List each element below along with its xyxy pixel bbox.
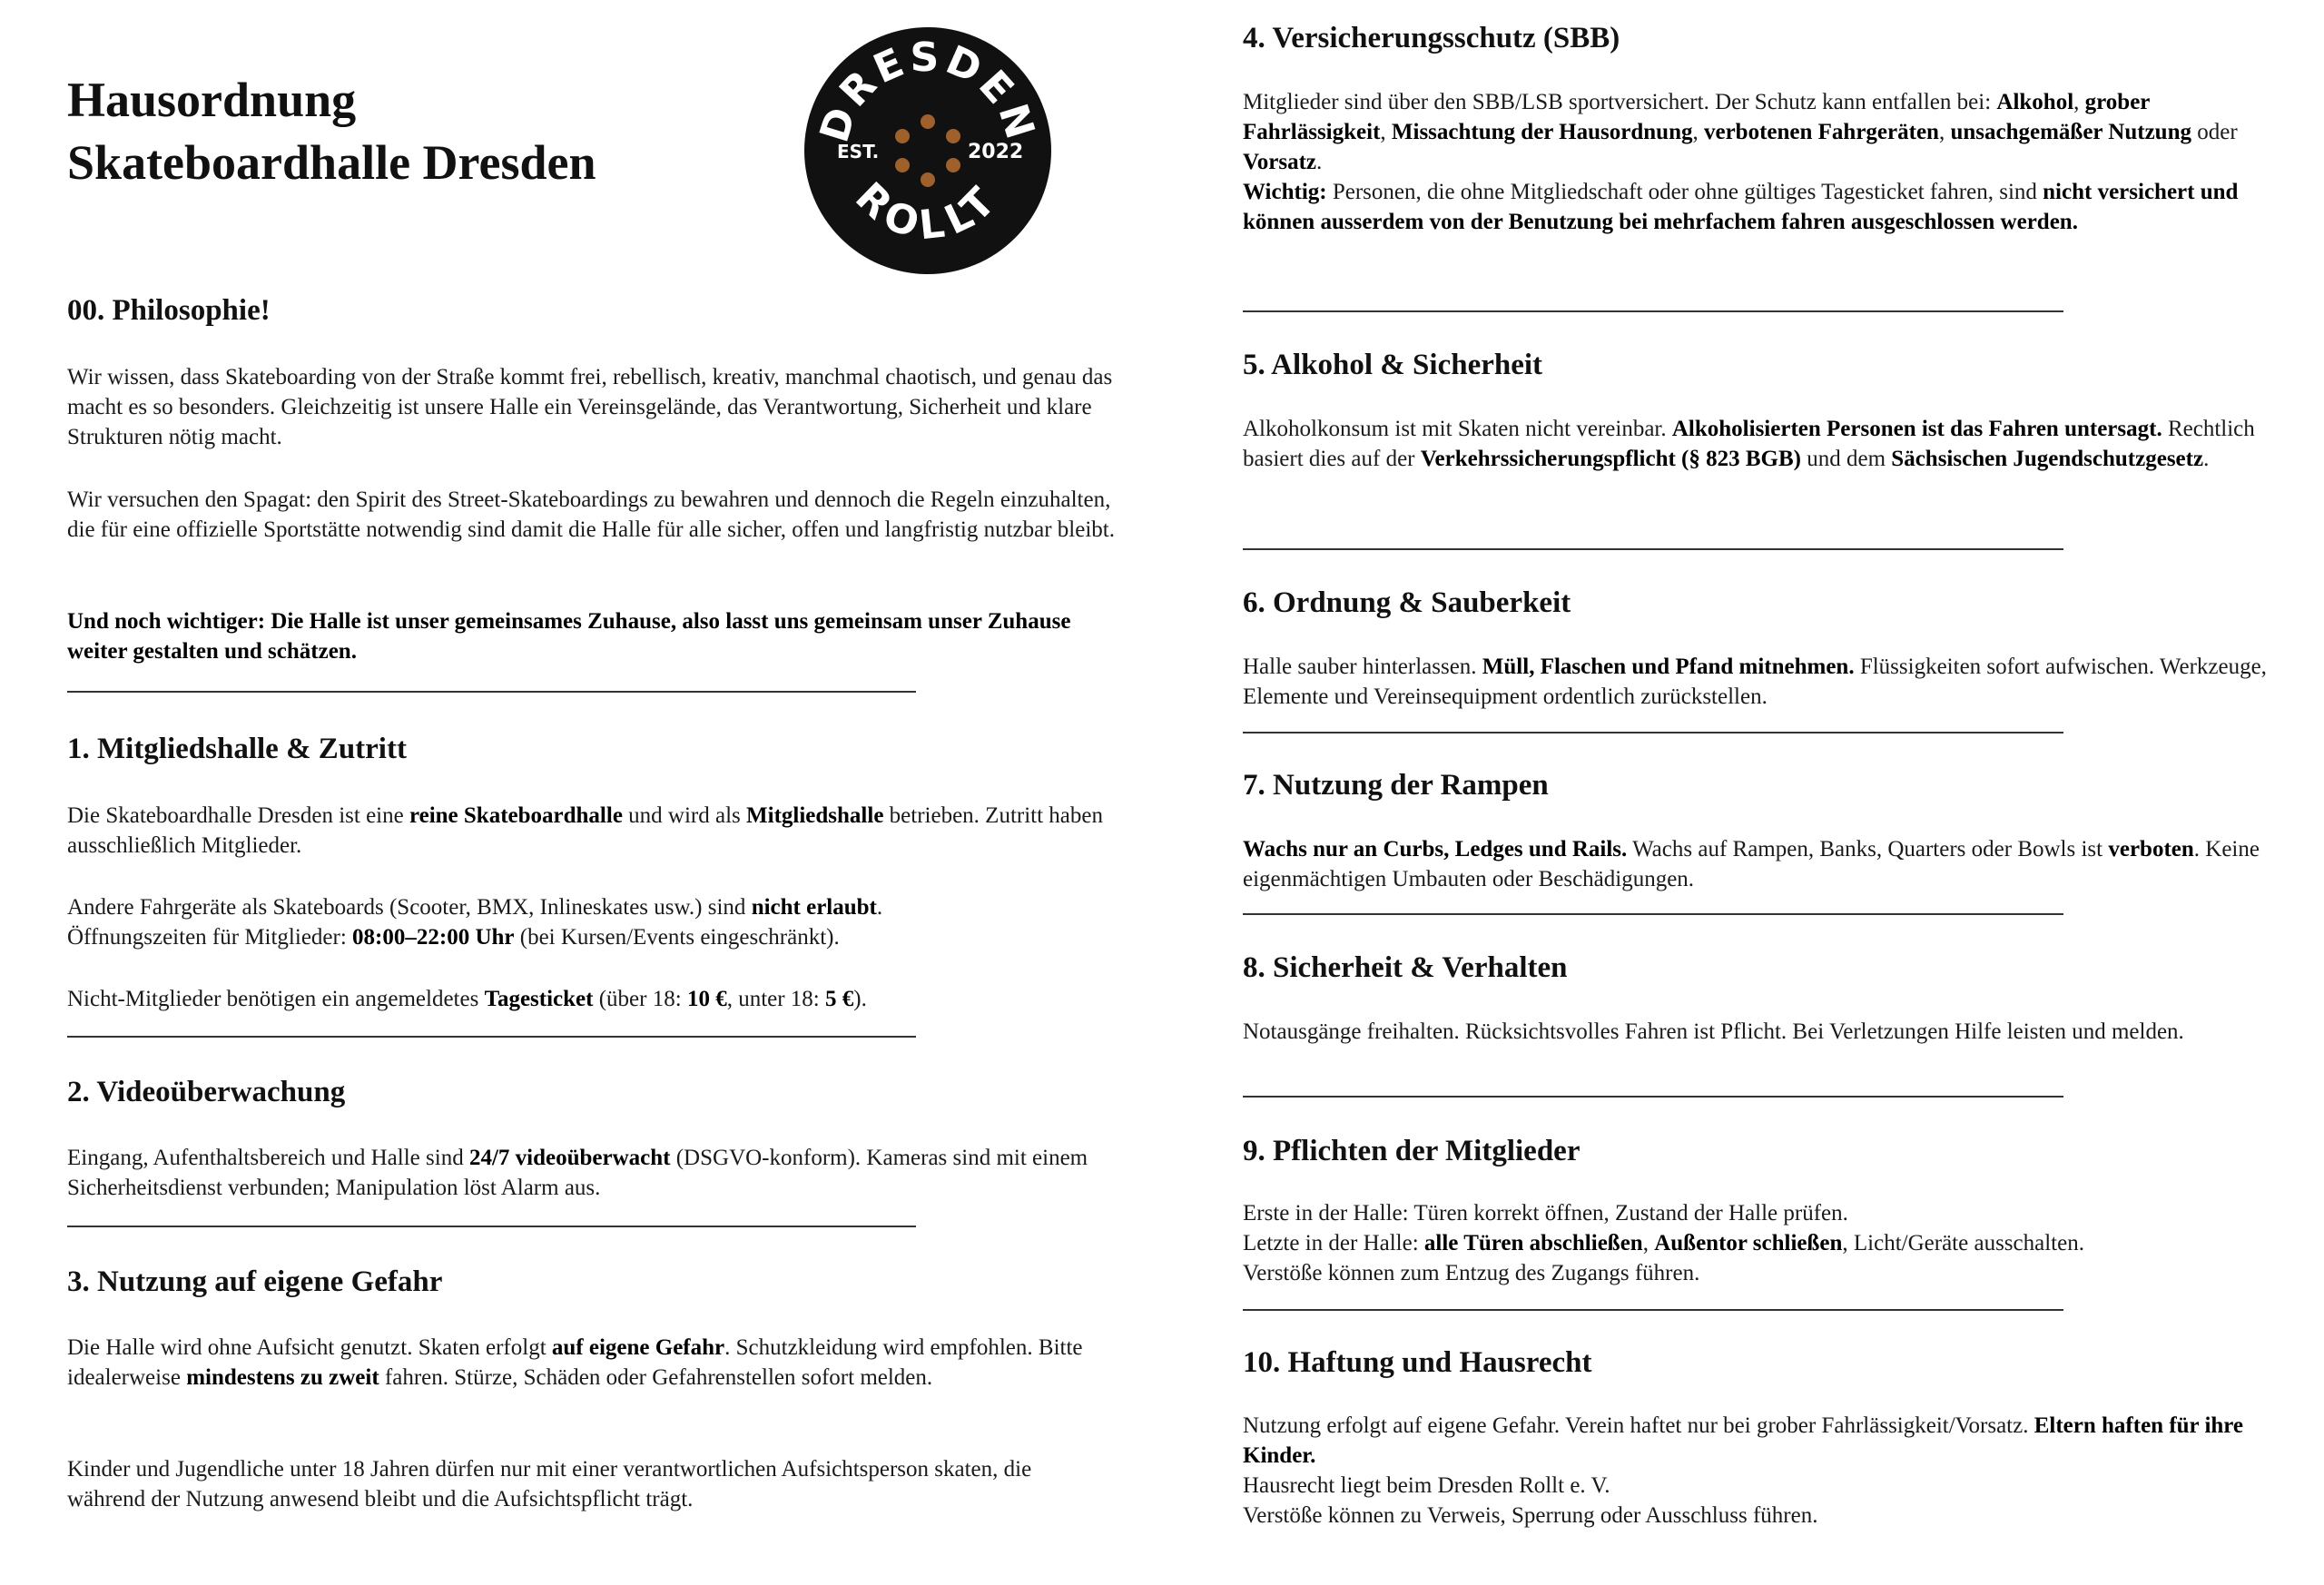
section-0-paragraph-3: Und noch wichtiger: Die Halle ist unser gemeinsames Zuhause, also lasst uns gemeinsam unser Zuhause weiter gestalten und schätzen. <box>67 609 1071 664</box>
section-9-heading: 9. Pflichten der Mitglieder <box>1243 1135 1581 1167</box>
title-line-2: Skateboardhalle Dresden <box>67 135 596 190</box>
divider <box>1243 732 2063 733</box>
section-3-heading: 3. Nutzung auf eigene Gefahr <box>67 1265 443 1298</box>
title-line-1: Hausordnung <box>67 73 357 127</box>
dresden-rollt-logo <box>803 25 1053 276</box>
logo-year: 2022 <box>968 141 1024 163</box>
section-0-heading: 00. Philosophie! <box>67 294 271 327</box>
section-0-paragraph-1: Wir wissen, dass Skateboarding von der Straße kommt frei, rebellisch, kreativ, manchmal chaotisch, und genau das macht es so besonders. Gleichzeitig ist unsere Halle ein Vereinsgelände, das Verantwortung, Sicherheit und klare Strukturen nötig macht. <box>67 365 1113 449</box>
section-2-heading: 2. Videoüberwachung <box>67 1076 346 1108</box>
section-10-paragraph-1: Nutzung erfolgt auf eigene Gefahr. Verein haftet nur bei grober Fahrlässigkeit/Vorsatz. Eltern haften für ihre Kinder. Hausrecht liegt beim Dresden Rollt e. V. Verstöße können zu Verweis, Sperrung oder Ausschluss führen. <box>1243 1413 2244 1528</box>
section-1-paragraph-2: Andere Fahrgeräte als Skateboards (Scooter, BMX, Inlineskates usw.) sind nicht erlaubt. Öffnungszeiten für Mitglieder: 08:00–22:00 Uhr (bei Kursen/Events eingeschränkt). <box>67 895 883 950</box>
section-8-heading: 8. Sicherheit & Verhalten <box>1243 951 1568 984</box>
section-4-heading: 4. Versicherungsschutz (SBB) <box>1243 22 1620 54</box>
section-1-paragraph-3: Nicht-Mitglieder benötigen ein angemeldetes Tagesticket (über 18: 10 €, unter 18: 5 €). <box>67 987 867 1011</box>
section-6-paragraph-1: Halle sauber hinterlassen. Müll, Flaschen und Pfand mitnehmen. Flüssigkeiten sofort aufwischen. Werkzeuge, Elemente und Vereinsequipment ordentlich zurückstellen. <box>1243 655 2267 709</box>
section-7-paragraph-1: Wachs nur an Curbs, Ledges und Rails. Wachs auf Rampen, Banks, Quarters oder Bowls ist verboten. Keine eigenmächtigen Umbauten oder Beschädigungen. <box>1243 837 2260 891</box>
logo-bottom-text: ROLLT <box>846 173 1009 250</box>
section-5-heading: 5. Alkohol & Sicherheit <box>1243 349 1543 381</box>
section-10-heading: 10. Haftung und Hausrecht <box>1243 1346 1592 1379</box>
section-3-paragraph-2: Kinder und Jugendliche unter 18 Jahren dürfen nur mit einer verantwortlichen Aufsichtsperson skaten, die während der Nutzung anwesend bleibt und die Aufsichtspflicht trägt. <box>67 1457 1032 1511</box>
section-4-paragraph-2: Wichtig: Personen, die ohne Mitgliedschaft oder ohne gültiges Tagesticket fahren, sind nicht versichert und können ausserdem von der Benutzung bei mehrfachem fahren ausgeschlossen werden. <box>1243 180 2239 234</box>
section-8-paragraph-1: Notausgänge freihalten. Rücksichtsvolles Fahren ist Pflicht. Bei Verletzungen Hilfe leisten und melden. <box>1243 1019 2184 1044</box>
section-9-paragraph-1: Erste in der Halle: Türen korrekt öffnen, Zustand der Halle prüfen. Letzte in der Halle: alle Türen abschließen, Außentor schließen, Licht/Geräte ausschalten. Verstöße können zum Entzug des Zugangs führen. <box>1243 1201 2084 1285</box>
section-5-paragraph-1: Alkoholkonsum ist mit Skaten nicht vereinbar. Alkoholisierten Personen ist das Fahren untersagt. Rechtlich basiert dies auf der Verkehrssicherungspflicht (§ 823 BGB) und dem Sächsischen Jugendschutzgesetz. <box>1243 417 2255 471</box>
divider <box>67 1036 916 1038</box>
divider <box>1243 913 2063 915</box>
section-0-paragraph-2: Wir versuchen den Spagat: den Spirit des Street-Skateboardings zu bewahren und dennoch die Regeln einzuhalten, die für eine offizielle Sportstätte notwendig sind damit die Halle für alle sicher, offen und langfristig nutzbar bleibt. <box>67 487 1115 542</box>
divider <box>67 691 916 693</box>
section-6-heading: 6. Ordnung & Sauberkeit <box>1243 586 1571 619</box>
section-1-paragraph-1: Die Skateboardhalle Dresden ist eine reine Skateboardhalle und wird als Mitgliedshalle betrieben. Zutritt haben ausschließlich Mitglieder. <box>67 803 1103 858</box>
section-4-paragraph-1: Mitglieder sind über den SBB/LSB sportversichert. Der Schutz kann entfallen bei: Alkohol, grober Fahrlässigkeit, Missachtung der Hausordnung, verbotenen Fahrgeräten, unsachgemäßer Nutzung oder Vorsatz. <box>1243 90 2238 174</box>
section-2-paragraph-1: Eingang, Aufenthaltsbereich und Halle sind 24/7 videoüberwacht (DSGVO-konform). Kameras sind mit einem Sicherheitsdienst verbunden; Manipulation löst Alarm aus. <box>67 1146 1088 1200</box>
section-1-heading: 1. Mitgliedshalle & Zutritt <box>67 733 407 765</box>
divider <box>67 1226 916 1227</box>
section-3-paragraph-1: Die Halle wird ohne Aufsicht genutzt. Skaten erfolgt auf eigene Gefahr. Schutzkleidung wird empfohlen. Bitte idealerweise mindestens zu zweit fahren. Stürze, Schäden oder Gefahrenstellen sofort melden. <box>67 1335 1083 1390</box>
divider <box>1243 310 2063 312</box>
section-7-heading: 7. Nutzung der Rampen <box>1243 769 1549 802</box>
divider <box>1243 548 2063 550</box>
logo-est-label: EST. <box>837 141 880 162</box>
divider <box>1243 1096 2063 1098</box>
page-title <box>67 69 596 194</box>
divider <box>1243 1309 2063 1311</box>
logo-top-text: DRESDEN <box>811 34 1045 148</box>
